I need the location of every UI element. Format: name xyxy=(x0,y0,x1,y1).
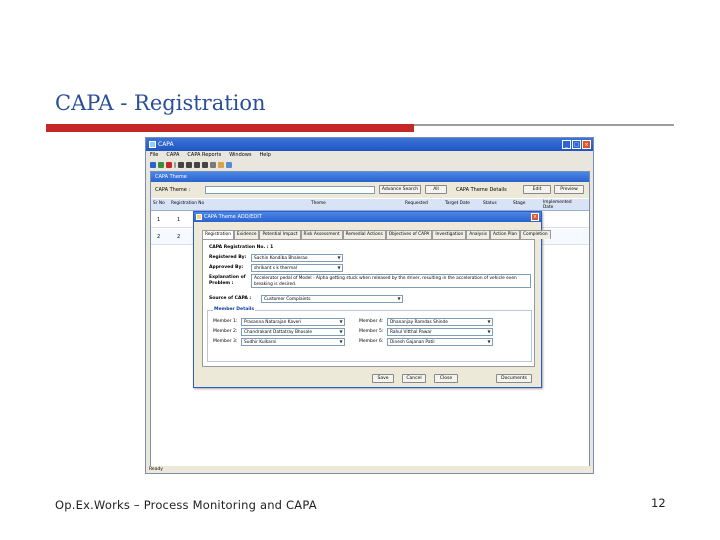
row-reg: 1 xyxy=(177,217,181,223)
prev-record-icon[interactable] xyxy=(186,162,192,168)
registered-by-label: Registered By: xyxy=(209,255,247,260)
tab-objectives[interactable]: Objectives of CAPA xyxy=(386,230,433,239)
filter-bar xyxy=(151,182,589,198)
dialog-icon xyxy=(196,214,202,220)
menu-capa[interactable]: CAPA xyxy=(166,152,180,158)
theme-filter-input[interactable] xyxy=(205,186,375,194)
row-sr: 1 xyxy=(157,217,161,223)
col-status[interactable]: Status xyxy=(483,201,497,206)
tab-registration[interactable]: Registration xyxy=(202,230,234,240)
documents-button[interactable]: Documents xyxy=(496,374,532,383)
member-4-select[interactable]: Dhananjay Ramdas Shinde ▼ xyxy=(387,318,493,326)
next-record-icon[interactable] xyxy=(194,162,200,168)
member-2-select[interactable]: Chandrakant Dattatray Bhosale ▼ xyxy=(241,328,345,336)
member-3-label: Member 3: xyxy=(213,339,238,344)
row-sr: 2 xyxy=(157,234,161,240)
col-implemented-date[interactable]: Implemented Date xyxy=(543,200,572,210)
explanation-label: Explanation of Problem : xyxy=(209,275,246,286)
row-reg: 2 xyxy=(177,234,181,240)
col-target-date[interactable]: Target Date xyxy=(445,201,470,206)
tab-evidence[interactable]: Evidence xyxy=(234,230,260,239)
registration-panel xyxy=(202,239,535,367)
tab-risk-assessment[interactable]: Risk Assessment xyxy=(301,230,343,239)
title-underline-gray xyxy=(414,124,674,126)
chevron-down-icon: ▼ xyxy=(337,255,341,260)
source-select[interactable]: Customer Complaints ▼ xyxy=(261,295,403,303)
member-2-label: Member 2: xyxy=(213,329,238,334)
chevron-down-icon: ▼ xyxy=(339,319,343,324)
menu-windows[interactable]: Windows xyxy=(229,152,252,158)
chevron-down-icon: ▼ xyxy=(337,265,341,270)
chevron-down-icon: ▼ xyxy=(397,296,401,301)
first-record-icon[interactable] xyxy=(178,162,184,168)
edit-icon[interactable] xyxy=(218,162,224,168)
toolbar-separator xyxy=(174,162,176,168)
advance-search-button[interactable]: Advance Search xyxy=(379,185,421,194)
theme-details-label: CAPA Theme Details xyxy=(456,187,507,193)
cancel-button[interactable]: Cancel xyxy=(402,374,426,383)
title-underline-red xyxy=(46,124,414,132)
tab-remedial-actions[interactable]: Remedial Actions xyxy=(343,230,386,239)
save-button[interactable]: Save xyxy=(372,374,394,383)
minimize-icon[interactable]: _ xyxy=(562,140,571,149)
menu-capa-reports[interactable]: CAPA Reports xyxy=(187,152,222,158)
dialog-close-icon[interactable]: × xyxy=(532,214,538,220)
member-details-label: Member Details xyxy=(214,307,255,312)
capa-theme-titlebar: CAPA Theme xyxy=(151,172,589,182)
tab-investigation[interactable]: Investigation xyxy=(432,230,466,239)
chevron-down-icon: ▼ xyxy=(487,319,491,324)
status-bar: Ready xyxy=(146,466,593,473)
col-theme[interactable]: Theme xyxy=(311,201,326,206)
maximize-icon[interactable]: □ xyxy=(572,140,581,149)
col-stage[interactable]: Stage xyxy=(513,201,526,206)
app-icon xyxy=(149,141,156,148)
theme-filter-label: CAPA Theme : xyxy=(155,187,191,193)
chevron-down-icon: ▼ xyxy=(339,339,343,344)
edit-button[interactable]: Edit xyxy=(523,185,551,194)
tab-completion[interactable]: Completion xyxy=(520,230,551,239)
menu-help[interactable]: Help xyxy=(259,152,271,158)
member-4-label: Member 4: xyxy=(359,319,384,324)
capa-theme-dialog xyxy=(193,211,548,388)
slide-footer: Op.Ex.Works – Process Monitoring and CAPA xyxy=(55,498,317,512)
registration-no: CAPA Registration No. : 1 xyxy=(209,245,274,250)
source-label: Source of CAPA : xyxy=(209,296,252,301)
page-number: 12 xyxy=(651,496,666,510)
preview-button[interactable]: Preview xyxy=(554,185,584,194)
app-title: CAPA xyxy=(158,141,174,148)
slide-title: CAPA - Registration xyxy=(55,91,266,115)
menu-file[interactable]: File xyxy=(150,152,159,158)
menu-bar xyxy=(146,151,593,160)
col-requested[interactable]: Requested xyxy=(405,201,428,206)
col-sr-no[interactable]: Sr No xyxy=(153,201,165,206)
app-titlebar xyxy=(146,138,593,151)
member-5-select[interactable]: Rahul Vitthal Pawar ▼ xyxy=(387,328,493,336)
col-registration-no[interactable]: Registration No xyxy=(171,201,205,206)
member-1-select[interactable]: Prasanna Natarajan Kaveri ▼ xyxy=(241,318,345,326)
close-button[interactable]: Close xyxy=(434,374,458,383)
close-icon[interactable]: × xyxy=(582,140,591,149)
last-record-icon[interactable] xyxy=(202,162,208,168)
dialog-title: CAPA Theme ADD/EDIT xyxy=(204,214,262,220)
open-icon[interactable] xyxy=(158,162,164,168)
member-1-label: Member 1: xyxy=(213,319,238,324)
dialog-titlebar xyxy=(194,212,541,222)
member-5-label: Member 5: xyxy=(359,329,384,334)
member-3-select[interactable]: Sudhir Kulkarni ▼ xyxy=(241,338,345,346)
member-6-select[interactable]: Dinesh Gajanan Patil ▼ xyxy=(387,338,493,346)
explanation-textarea[interactable]: Accelerator pedal of Model - Alpha getting stuck when released by the driver, resulting in the acceleration of vehicle even breaking is desired. xyxy=(251,274,531,288)
member-6-label: Member 6: xyxy=(359,339,384,344)
chevron-down-icon: ▼ xyxy=(487,329,491,334)
tab-analysis[interactable]: Analysis xyxy=(466,230,490,239)
chevron-down-icon: ▼ xyxy=(487,339,491,344)
approved-by-label: Approved By: xyxy=(209,265,244,270)
new-icon[interactable] xyxy=(150,162,156,168)
tab-action-plan[interactable]: Action Plan xyxy=(490,230,520,239)
tab-potential-impact[interactable]: Potential Impact xyxy=(259,230,300,239)
toolbar xyxy=(146,160,593,169)
all-button[interactable]: All xyxy=(425,185,447,194)
registered-by-select[interactable]: Sachin Kondiba Bhalerao ▼ xyxy=(251,254,343,262)
chevron-down-icon: ▼ xyxy=(339,329,343,334)
print-icon[interactable] xyxy=(210,162,216,168)
delete-icon[interactable] xyxy=(166,162,172,168)
theme-grid-header xyxy=(151,199,589,211)
approved-by-select[interactable]: shrikant s k thermal ▼ xyxy=(251,264,343,272)
help-icon[interactable] xyxy=(226,162,232,168)
